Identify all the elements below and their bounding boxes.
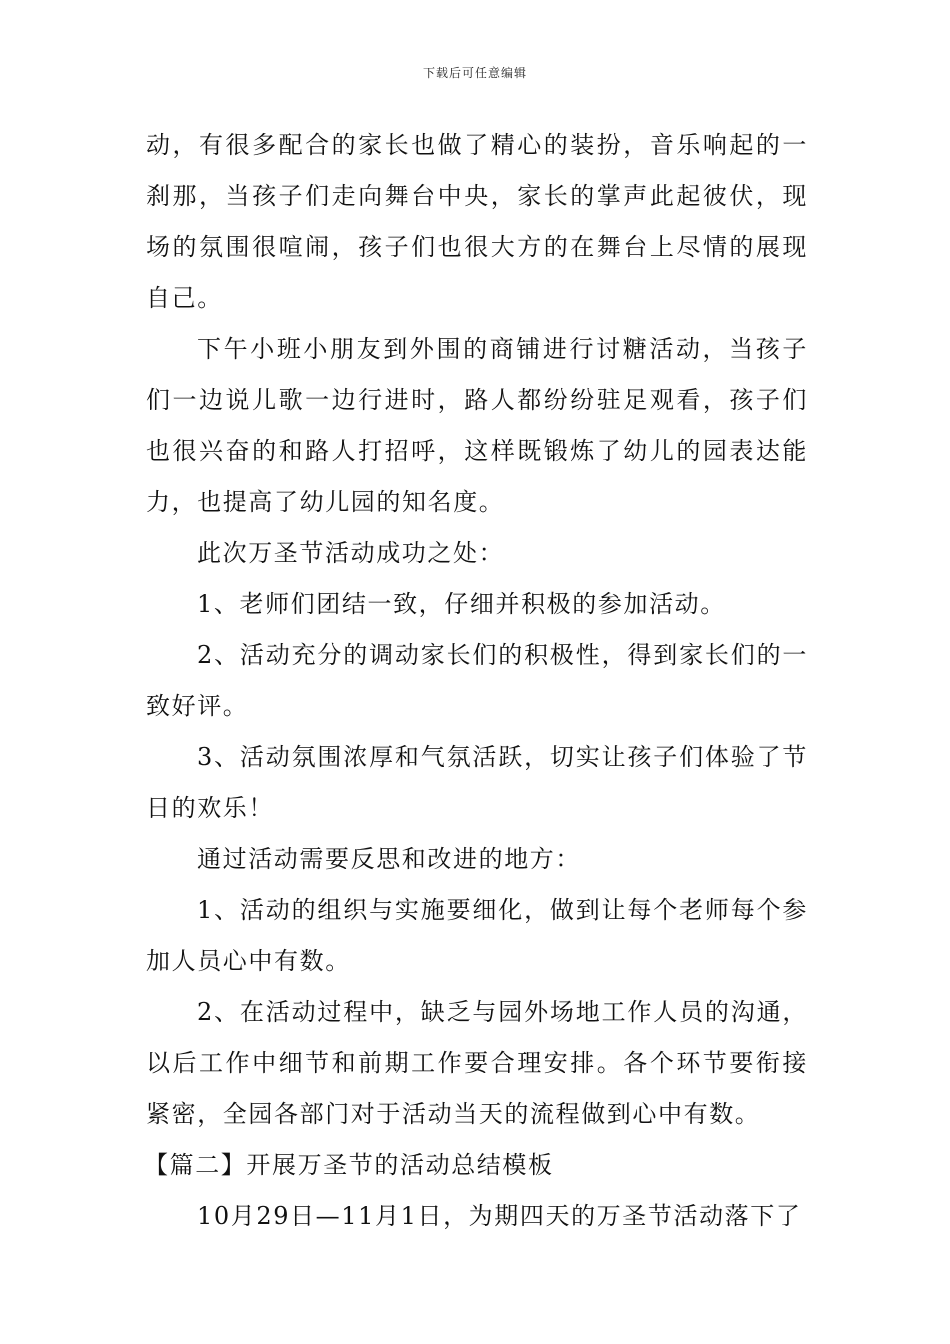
paragraph-success-heading: 此次万圣节活动成功之处： (197, 539, 505, 567)
section-heading: 【篇二】开展万圣节的活动总结模板 (144, 1151, 554, 1179)
page-header: 下载后可任意编辑 (422, 66, 527, 80)
list-item-success-3: 3、活动氛围浓厚和气氛活跃，切实让孩子们体验了节日的欢乐！ (146, 743, 808, 822)
list-item-improvement-2: 2、在活动过程中，缺乏与园外场地工作人员的沟通，以后工作中细节和前期工作要合理安排。各个环节要衔接紧密，全园各部门对于活动当天的流程做到心中有数。 (146, 998, 808, 1128)
list-item-success-2: 2、活动充分的调动家长们的积极性，得到家长们的一致好评。 (146, 641, 808, 720)
paragraph-continued: 动，有很多配合的家长也做了精心的装扮，音乐响起的一刹那，当孩子们走向舞台中央，家长的掌声此起彼伏，现场的氛围很喧闹，孩子们也很大方的在舞台上尽情的展现自己。 (146, 131, 808, 312)
list-item-success-1: 1、老师们团结一致，仔细并积极的参加活动。 (197, 590, 726, 618)
list-item-improvement-1: 1、活动的组织与实施要细化，做到让每个老师每个参加人员心中有数。 (146, 896, 808, 975)
paragraph-improvement-heading: 通过活动需要反思和改进的地方： (197, 845, 581, 873)
document-body (146, 120, 808, 1242)
paragraph-section-intro: 10月29日—11月1日，为期四天的万圣节活动落下了 (197, 1202, 802, 1230)
paragraph-afternoon-activity: 下午小班小朋友到外围的商铺进行讨糖活动，当孩子们一边说儿歌一边行进时，路人都纷纷驻足观看，孩子们也很兴奋的和路人打招呼，这样既锻炼了幼儿的园表达能力，也提高了幼儿园的知名度。 (146, 335, 808, 516)
